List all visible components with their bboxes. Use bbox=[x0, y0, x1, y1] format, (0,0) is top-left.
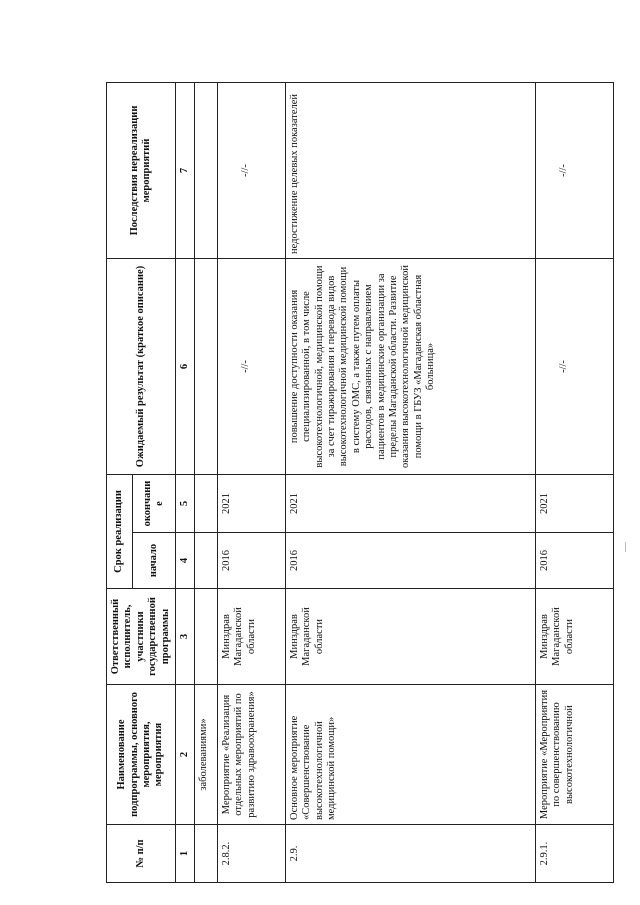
empty-cell bbox=[194, 589, 217, 685]
header-consequence: Последствия нереализации мероприятий bbox=[107, 83, 176, 259]
header-name: Наименование подпрограммы, основного мероприятия, мероприятия bbox=[107, 685, 176, 825]
row-consequence: -//- bbox=[217, 83, 285, 259]
program-measures-table bbox=[106, 82, 614, 883]
row-start: 2016 bbox=[535, 533, 613, 589]
continuation-text: заболеваниями» bbox=[194, 685, 217, 825]
header-term: Срок реализации bbox=[107, 475, 133, 589]
row-name: Мероприятие «Реализация отдельных мероприятий по развитию здравоохранения» bbox=[217, 685, 285, 825]
row-name: Основное мероприятие «Совершенствование высокотехнологичной медицинской помощи» bbox=[285, 685, 535, 825]
row-num: 2.8.2. bbox=[217, 825, 285, 883]
row-num: 2.9. bbox=[285, 825, 535, 883]
header-result: Ожидаемый результат (краткое описание) bbox=[107, 259, 176, 475]
empty-cell bbox=[194, 533, 217, 589]
row-executor: Минздрав Магаданской области bbox=[535, 589, 613, 685]
row-result: -//- bbox=[535, 259, 613, 475]
row-consequence: недостижение целевых показателей bbox=[285, 83, 535, 259]
header-start: начало bbox=[133, 533, 176, 589]
row-name: Мероприятие «Мероприятия по совершенствованию высокотехнологичной bbox=[535, 685, 613, 825]
row-start: 2016 bbox=[285, 533, 535, 589]
column-number-row bbox=[175, 83, 194, 883]
empty-cell bbox=[194, 475, 217, 533]
row-end: 2021 bbox=[217, 475, 285, 533]
col-number: 2 bbox=[175, 685, 194, 825]
row-num: 2.9.1. bbox=[535, 825, 613, 883]
header-row bbox=[107, 83, 133, 883]
continuation-row bbox=[194, 83, 217, 883]
row-end: 2021 bbox=[535, 475, 613, 533]
row-consequence: -//- bbox=[535, 83, 613, 259]
empty-cell bbox=[194, 825, 217, 883]
table-row bbox=[535, 83, 613, 883]
col-number: 7 bbox=[175, 83, 194, 259]
row-end: 2021 bbox=[285, 475, 535, 533]
col-number: 1 bbox=[175, 825, 194, 883]
row-start: 2016 bbox=[217, 533, 285, 589]
scan-mark bbox=[625, 542, 626, 552]
row-executor: Минздрав Магаданской области bbox=[285, 589, 535, 685]
empty-cell bbox=[194, 83, 217, 259]
empty-cell bbox=[194, 259, 217, 475]
row-result: -//- bbox=[217, 259, 285, 475]
header-executor: Ответственный исполнитель, участники государственной программы bbox=[107, 589, 176, 685]
col-number: 6 bbox=[175, 259, 194, 475]
col-number: 3 bbox=[175, 589, 194, 685]
table-row bbox=[285, 83, 535, 883]
row-result: повышение доступности оказания специализированной, в том числе высокотехнологичной, медицинской помощи за счет тиражирования и перевода видов высокотехнологичной медицинской помощи в систему ОМС, а также путем оплаты расходов, связанных с направлением пациентов в медицинские организации за пределы Магаданской области. Развитие оказания высокотехнологичной медицинской помощи в ГБУЗ «Магаданская областная больница» bbox=[285, 259, 535, 475]
col-number: 5 bbox=[175, 475, 194, 533]
col-number: 4 bbox=[175, 533, 194, 589]
header-end: окончание bbox=[133, 475, 176, 533]
rotated-table-container bbox=[106, 83, 601, 883]
row-executor: Минздрав Магаданской области bbox=[217, 589, 285, 685]
header-num: № п/п bbox=[107, 825, 176, 883]
table-row bbox=[217, 83, 285, 883]
